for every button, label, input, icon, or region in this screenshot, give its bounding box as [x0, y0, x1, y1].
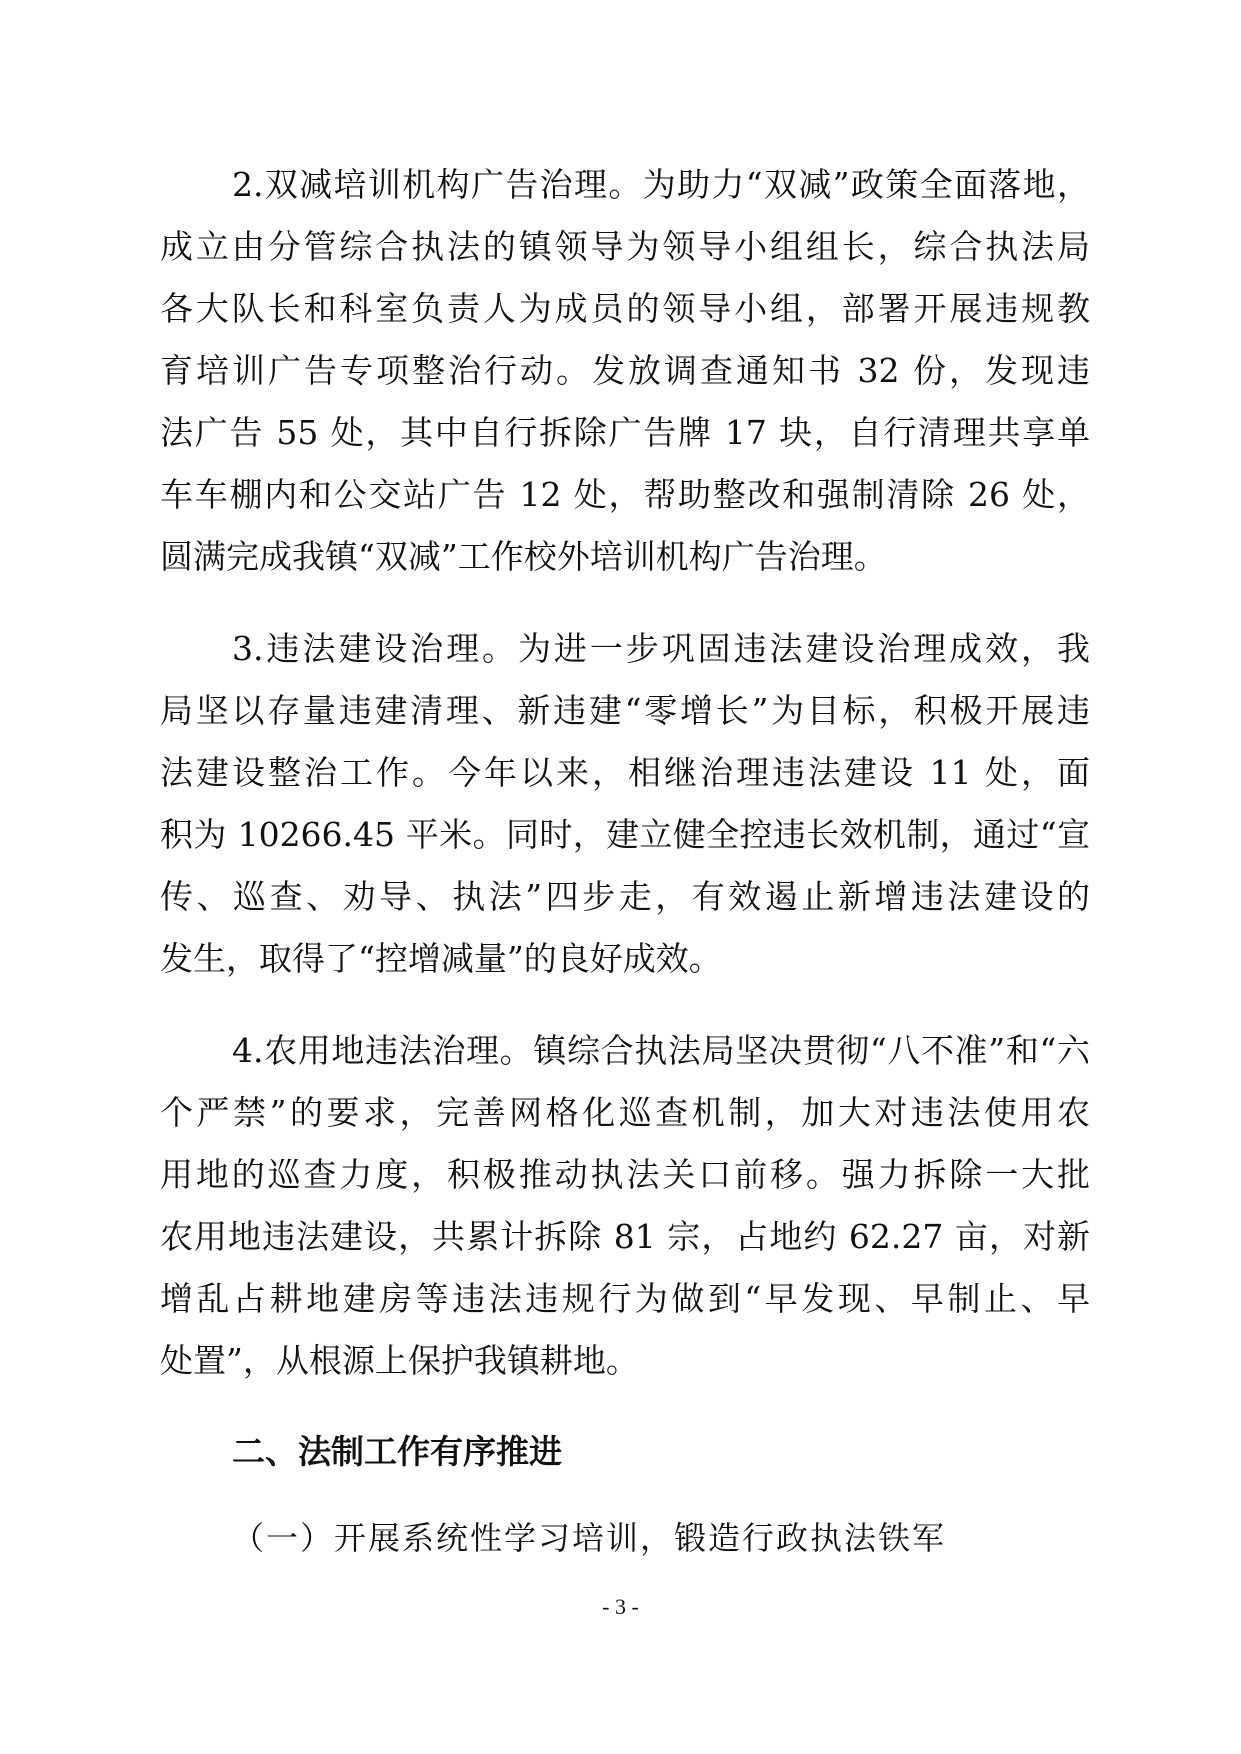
text-line: 积为 10266.45 平米。同时，建立健全控违长效机制，通过“宣 [160, 815, 1090, 854]
section-heading: 二、法制工作有序推进 [232, 1432, 562, 1471]
text-line: 局坚以存量违建清理、新违建“零增长”为目标，积极开展违 [160, 691, 1090, 730]
text-line: 个严禁”的要求，完善网格化巡查机制，加大对违法使用农 [160, 1093, 1090, 1132]
text-line: 传、巡查、劝导、执法”四步走，有效遏止新增违法建设的 [160, 877, 1090, 916]
text-line: 发生，取得了“控增减量”的良好成效。 [160, 939, 722, 978]
text-line: 用地的巡查力度，积极推动执法关口前移。强力拆除一大批 [160, 1155, 1090, 1194]
text-line: 各大队长和科室负责人为成员的领导小组，部署开展违规教 [160, 289, 1090, 328]
subsection-heading: （一）开展系统性学习培训，锻造行政执法铁军 [232, 1519, 947, 1557]
text-line: 法广告 55 处，其中自行拆除广告牌 17 块，自行清理共享单 [160, 413, 1090, 452]
text-line: 车车棚内和公交站广告 12 处，帮助整改和强制清除 26 处， [160, 475, 1090, 514]
page-number: - 3 - [602, 1594, 639, 1619]
paragraph-illegal-construction [160, 618, 1090, 990]
text-line: 2.双减培训机构广告治理。为助力“双减”政策全面落地， [232, 165, 1090, 204]
text-line: 成立由分管综合执法的镇领导为领导小组组长，综合执法局 [160, 227, 1090, 266]
text-line: 3.违法建设治理。为进一步巩固违法建设治理成效，我 [232, 629, 1090, 668]
page-body [160, 154, 1090, 1568]
text-line: 4.农用地违法治理。镇综合执法局坚决贯彻“八不准”和“六 [232, 1031, 1090, 1070]
text-line: 法建设整治工作。今年以来，相继治理违法建设 11 处，面 [160, 753, 1090, 792]
text-line: 处置”，从根源上保护我镇耕地。 [160, 1341, 639, 1380]
paragraph-double-reduction-ads [160, 154, 1090, 588]
text-line: 增乱占耕地建房等违法违规行为做到“早发现、早制止、早 [160, 1279, 1090, 1318]
text-line: 农用地违法建设，共累计拆除 81 宗，占地约 62.27 亩，对新 [160, 1217, 1090, 1256]
paragraph-farmland-violations [160, 1020, 1090, 1392]
text-line: 圆满完成我镇“双减”工作校外培训机构广告治理。 [160, 537, 887, 576]
text-line: 育培训广告专项整治行动。发放调查通知书 32 份，发现违 [160, 351, 1090, 390]
